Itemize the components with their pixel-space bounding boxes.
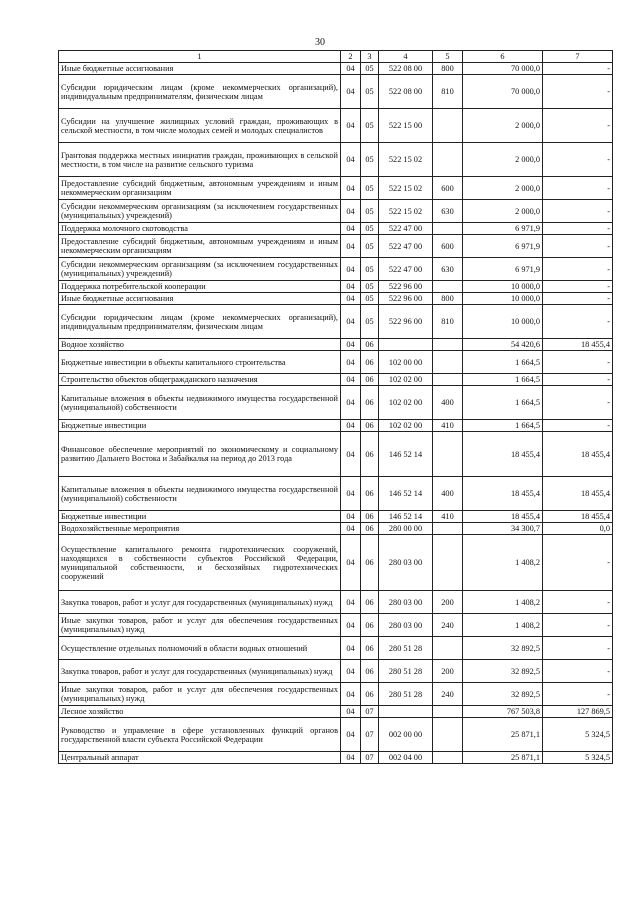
amount-total: 10 000,0 <box>463 293 543 305</box>
expense-type-code <box>433 535 463 591</box>
subsection-code: 06 <box>361 386 379 420</box>
row-name: Бюджетные инвестиции в объекты капитального строительства <box>59 351 341 374</box>
table-row <box>59 477 613 511</box>
amount-federal: - <box>543 281 613 293</box>
row-name: Строительство объектов общегражданского назначения <box>59 374 341 386</box>
section-code: 04 <box>341 281 361 293</box>
subsection-code: 06 <box>361 432 379 477</box>
amount-federal: - <box>543 386 613 420</box>
table-row <box>59 591 613 614</box>
target-article-code: 522 96 00 <box>379 305 433 339</box>
row-name: Водное хозяйство <box>59 339 341 351</box>
subsection-code: 06 <box>361 339 379 351</box>
target-article-code: 522 15 02 <box>379 177 433 200</box>
amount-total: 32 892,5 <box>463 660 543 683</box>
row-name: Субсидии некоммерческим организациям (за исключением государственных (муниципальных) учреждений) <box>59 200 341 223</box>
amount-total: 6 971,9 <box>463 258 543 281</box>
subsection-code: 06 <box>361 683 379 706</box>
subsection-code: 06 <box>361 511 379 523</box>
amount-total: 6 971,9 <box>463 235 543 258</box>
table-row <box>59 718 613 752</box>
section-code: 04 <box>341 177 361 200</box>
section-code: 04 <box>341 420 361 432</box>
target-article-code: 522 47 00 <box>379 235 433 258</box>
row-name: Иные закупки товаров, работ и услуг для обеспечения государственных (муниципальных) нужд <box>59 683 341 706</box>
target-article-code <box>379 339 433 351</box>
row-name: Бюджетные инвестиции <box>59 511 341 523</box>
row-name: Бюджетные инвестиции <box>59 420 341 432</box>
row-name: Осуществление капитального ремонта гидротехнических сооружений, находящихся в собственности субъектов Российской Федерации, муниципальной собственности, и бесхозяйных гидротехнических сооружений <box>59 535 341 591</box>
column-header: 7 <box>543 51 613 63</box>
target-article-code: 522 08 00 <box>379 63 433 75</box>
table-row <box>59 683 613 706</box>
subsection-code: 06 <box>361 660 379 683</box>
row-name: Субсидии некоммерческим организациям (за исключением государственных (муниципальных) учреждений) <box>59 258 341 281</box>
target-article-code: 146 52 14 <box>379 477 433 511</box>
amount-federal: 127 869,5 <box>543 706 613 718</box>
table-row <box>59 752 613 764</box>
expense-type-code: 410 <box>433 511 463 523</box>
expense-type-code: 630 <box>433 200 463 223</box>
table-row <box>59 109 613 143</box>
section-code: 04 <box>341 223 361 235</box>
section-code: 04 <box>341 591 361 614</box>
amount-federal: - <box>543 614 613 637</box>
amount-total: 2 000,0 <box>463 109 543 143</box>
amount-federal: - <box>543 535 613 591</box>
row-name: Иные бюджетные ассигнования <box>59 63 341 75</box>
amount-total: 1 664,5 <box>463 351 543 374</box>
table-row <box>59 535 613 591</box>
expense-type-code <box>433 432 463 477</box>
amount-total: 25 871,1 <box>463 752 543 764</box>
table-row <box>59 200 613 223</box>
section-code: 04 <box>341 432 361 477</box>
expense-type-code <box>433 718 463 752</box>
amount-total: 1 664,5 <box>463 386 543 420</box>
section-code: 04 <box>341 374 361 386</box>
row-name: Закупка товаров, работ и услуг для государственных (муниципальных) нужд <box>59 660 341 683</box>
expense-type-code: 630 <box>433 258 463 281</box>
target-article-code: 002 04 00 <box>379 752 433 764</box>
subsection-code: 06 <box>361 591 379 614</box>
section-code: 04 <box>341 535 361 591</box>
subsection-code: 05 <box>361 223 379 235</box>
amount-total: 32 892,5 <box>463 637 543 660</box>
expense-type-code <box>433 281 463 293</box>
target-article-code: 522 96 00 <box>379 293 433 305</box>
amount-federal: - <box>543 258 613 281</box>
amount-total: 34 300,7 <box>463 523 543 535</box>
row-name: Субсидии юридическим лицам (кроме некоммерческих организаций), индивидуальным предпринимателям, физическим лицам <box>59 305 341 339</box>
page-number: 30 <box>315 37 325 48</box>
subsection-code: 05 <box>361 177 379 200</box>
table-row <box>59 293 613 305</box>
amount-federal: - <box>543 235 613 258</box>
table-row <box>59 637 613 660</box>
section-code: 04 <box>341 386 361 420</box>
amount-total: 70 000,0 <box>463 63 543 75</box>
expense-type-code: 600 <box>433 235 463 258</box>
target-article-code: 002 00 00 <box>379 718 433 752</box>
section-code: 04 <box>341 109 361 143</box>
row-name: Осуществление отдельных полномочий в области водных отношений <box>59 637 341 660</box>
row-name: Центральный аппарат <box>59 752 341 764</box>
expense-type-code <box>433 374 463 386</box>
budget-table <box>58 50 613 764</box>
amount-total: 2 000,0 <box>463 200 543 223</box>
expense-type-code: 200 <box>433 591 463 614</box>
amount-federal: 18 455,4 <box>543 477 613 511</box>
target-article-code: 280 00 00 <box>379 523 433 535</box>
target-article-code: 522 96 00 <box>379 281 433 293</box>
section-code: 04 <box>341 293 361 305</box>
table-row <box>59 351 613 374</box>
row-name: Закупка товаров, работ и услуг для государственных (муниципальных) нужд <box>59 591 341 614</box>
row-name: Субсидии юридическим лицам (кроме некоммерческих организаций), индивидуальным предпринимателям, физическим лицам <box>59 75 341 109</box>
row-name: Поддержка потребительской кооперации <box>59 281 341 293</box>
target-article-code: 522 15 02 <box>379 143 433 177</box>
section-code: 04 <box>341 235 361 258</box>
row-name: Грантовая поддержка местных инициатив граждан, проживающих в сельской местности, в том числе на развитие сельского туризма <box>59 143 341 177</box>
amount-total: 18 455,4 <box>463 477 543 511</box>
section-code: 04 <box>341 143 361 177</box>
subsection-code: 06 <box>361 351 379 374</box>
section-code: 04 <box>341 523 361 535</box>
amount-total: 1 664,5 <box>463 420 543 432</box>
amount-federal: 18 455,4 <box>543 432 613 477</box>
expense-type-code <box>433 351 463 374</box>
section-code: 04 <box>341 75 361 109</box>
amount-total: 6 971,9 <box>463 223 543 235</box>
target-article-code <box>379 706 433 718</box>
section-code: 04 <box>341 614 361 637</box>
amount-total: 32 892,5 <box>463 683 543 706</box>
section-code: 04 <box>341 200 361 223</box>
amount-federal: - <box>543 351 613 374</box>
amount-total: 1 408,2 <box>463 535 543 591</box>
subsection-code: 06 <box>361 420 379 432</box>
amount-federal: - <box>543 177 613 200</box>
expense-type-code: 410 <box>433 420 463 432</box>
amount-federal: 18 455,4 <box>543 511 613 523</box>
row-name: Лесное хозяйство <box>59 706 341 718</box>
subsection-code: 06 <box>361 535 379 591</box>
row-name: Субсидии на улучшение жилищных условий граждан, проживающих в сельской местности, в том числе молодых семей и молодых специалистов <box>59 109 341 143</box>
amount-federal: - <box>543 223 613 235</box>
section-code: 04 <box>341 351 361 374</box>
table-row <box>59 75 613 109</box>
amount-total: 18 455,4 <box>463 511 543 523</box>
subsection-code: 05 <box>361 235 379 258</box>
subsection-code: 06 <box>361 637 379 660</box>
subsection-code: 05 <box>361 305 379 339</box>
table-row <box>59 614 613 637</box>
amount-federal: - <box>543 591 613 614</box>
table-row <box>59 386 613 420</box>
expense-type-code <box>433 143 463 177</box>
section-code: 04 <box>341 660 361 683</box>
amount-total: 1 408,2 <box>463 614 543 637</box>
target-article-code: 280 51 28 <box>379 660 433 683</box>
row-name: Предоставление субсидий бюджетным, автономным учреждениям и иным некоммерческим организациям <box>59 235 341 258</box>
target-article-code: 522 47 00 <box>379 258 433 281</box>
amount-federal: - <box>543 637 613 660</box>
amount-federal: 18 455,4 <box>543 339 613 351</box>
table-row <box>59 432 613 477</box>
table-row <box>59 258 613 281</box>
table-row <box>59 143 613 177</box>
expense-type-code: 200 <box>433 660 463 683</box>
table-row <box>59 223 613 235</box>
section-code: 04 <box>341 683 361 706</box>
row-name: Финансовое обеспечение мероприятий по экономическому и социальному развитию Дальнего Востока и Забайкалья на период до 2013 года <box>59 432 341 477</box>
target-article-code: 102 02 00 <box>379 386 433 420</box>
row-name: Иные бюджетные ассигнования <box>59 293 341 305</box>
table-row <box>59 374 613 386</box>
table-row <box>59 177 613 200</box>
column-header: 2 <box>341 51 361 63</box>
table-row <box>59 235 613 258</box>
expense-type-code <box>433 109 463 143</box>
table-row <box>59 660 613 683</box>
target-article-code: 522 15 02 <box>379 200 433 223</box>
column-header: 1 <box>59 51 341 63</box>
amount-federal: - <box>543 305 613 339</box>
row-name: Поддержка молочного скотоводства <box>59 223 341 235</box>
subsection-code: 05 <box>361 293 379 305</box>
table-row <box>59 281 613 293</box>
section-code: 04 <box>341 752 361 764</box>
section-code: 04 <box>341 63 361 75</box>
table-header-row <box>59 51 613 63</box>
amount-total: 2 000,0 <box>463 177 543 200</box>
amount-federal: - <box>543 660 613 683</box>
target-article-code: 146 52 14 <box>379 511 433 523</box>
column-header: 4 <box>379 51 433 63</box>
section-code: 04 <box>341 258 361 281</box>
table-row <box>59 339 613 351</box>
amount-total: 25 871,1 <box>463 718 543 752</box>
row-name: Капитальные вложения в объекты недвижимого имущества государственной (муниципальной) собственности <box>59 386 341 420</box>
section-code: 04 <box>341 511 361 523</box>
target-article-code: 522 47 00 <box>379 223 433 235</box>
amount-total: 1 664,5 <box>463 374 543 386</box>
subsection-code: 07 <box>361 752 379 764</box>
column-header: 5 <box>433 51 463 63</box>
section-code: 04 <box>341 718 361 752</box>
expense-type-code <box>433 523 463 535</box>
target-article-code: 522 15 00 <box>379 109 433 143</box>
amount-total: 1 408,2 <box>463 591 543 614</box>
amount-federal: - <box>543 75 613 109</box>
amount-federal: - <box>543 374 613 386</box>
expense-type-code <box>433 752 463 764</box>
expense-type-code <box>433 706 463 718</box>
subsection-code: 06 <box>361 614 379 637</box>
expense-type-code <box>433 339 463 351</box>
subsection-code: 05 <box>361 200 379 223</box>
amount-federal: - <box>543 420 613 432</box>
expense-type-code: 400 <box>433 477 463 511</box>
table-row <box>59 706 613 718</box>
target-article-code: 102 02 00 <box>379 420 433 432</box>
target-article-code: 146 52 14 <box>379 432 433 477</box>
section-code: 04 <box>341 637 361 660</box>
column-header: 6 <box>463 51 543 63</box>
subsection-code: 06 <box>361 477 379 511</box>
subsection-code: 07 <box>361 718 379 752</box>
row-name: Капитальные вложения в объекты недвижимого имущества государственной (муниципальной) собственности <box>59 477 341 511</box>
expense-type-code: 240 <box>433 683 463 706</box>
table-row <box>59 523 613 535</box>
amount-federal: 5 324,5 <box>543 718 613 752</box>
amount-total: 2 000,0 <box>463 143 543 177</box>
amount-federal: 5 324,5 <box>543 752 613 764</box>
amount-federal: - <box>543 63 613 75</box>
expense-type-code: 810 <box>433 305 463 339</box>
amount-federal: - <box>543 109 613 143</box>
row-name: Водохозяйственные мероприятия <box>59 523 341 535</box>
subsection-code: 05 <box>361 281 379 293</box>
amount-total: 10 000,0 <box>463 305 543 339</box>
expense-type-code: 600 <box>433 177 463 200</box>
amount-total: 70 000,0 <box>463 75 543 109</box>
target-article-code: 280 51 28 <box>379 683 433 706</box>
subsection-code: 05 <box>361 75 379 109</box>
target-article-code: 280 03 00 <box>379 614 433 637</box>
amount-total: 767 503,8 <box>463 706 543 718</box>
amount-federal: - <box>543 293 613 305</box>
table-row <box>59 420 613 432</box>
expense-type-code <box>433 223 463 235</box>
row-name: Предоставление субсидий бюджетным, автономным учреждениям и иным некоммерческим организациям <box>59 177 341 200</box>
row-name: Руководство и управление в сфере установленных функций органов государственной власти субъекта Российской Федерации <box>59 718 341 752</box>
section-code: 04 <box>341 706 361 718</box>
amount-total: 18 455,4 <box>463 432 543 477</box>
column-header: 3 <box>361 51 379 63</box>
expense-type-code: 800 <box>433 293 463 305</box>
expense-type-code <box>433 637 463 660</box>
target-article-code: 280 03 00 <box>379 591 433 614</box>
amount-total: 54 420,6 <box>463 339 543 351</box>
expense-type-code: 400 <box>433 386 463 420</box>
target-article-code: 280 03 00 <box>379 535 433 591</box>
amount-federal: - <box>543 143 613 177</box>
section-code: 04 <box>341 305 361 339</box>
section-code: 04 <box>341 339 361 351</box>
target-article-code: 102 02 00 <box>379 374 433 386</box>
amount-federal: - <box>543 200 613 223</box>
subsection-code: 05 <box>361 109 379 143</box>
amount-federal: - <box>543 683 613 706</box>
target-article-code: 102 00 00 <box>379 351 433 374</box>
table-row <box>59 305 613 339</box>
table-body <box>59 51 613 764</box>
expense-type-code: 240 <box>433 614 463 637</box>
section-code: 04 <box>341 477 361 511</box>
table-row <box>59 511 613 523</box>
expense-type-code: 800 <box>433 63 463 75</box>
subsection-code: 05 <box>361 258 379 281</box>
table-row <box>59 63 613 75</box>
subsection-code: 06 <box>361 374 379 386</box>
subsection-code: 05 <box>361 63 379 75</box>
amount-federal: 0,0 <box>543 523 613 535</box>
target-article-code: 522 08 00 <box>379 75 433 109</box>
subsection-code: 07 <box>361 706 379 718</box>
subsection-code: 06 <box>361 523 379 535</box>
amount-total: 10 000,0 <box>463 281 543 293</box>
target-article-code: 280 51 28 <box>379 637 433 660</box>
expense-type-code: 810 <box>433 75 463 109</box>
subsection-code: 05 <box>361 143 379 177</box>
row-name: Иные закупки товаров, работ и услуг для обеспечения государственных (муниципальных) нужд <box>59 614 341 637</box>
